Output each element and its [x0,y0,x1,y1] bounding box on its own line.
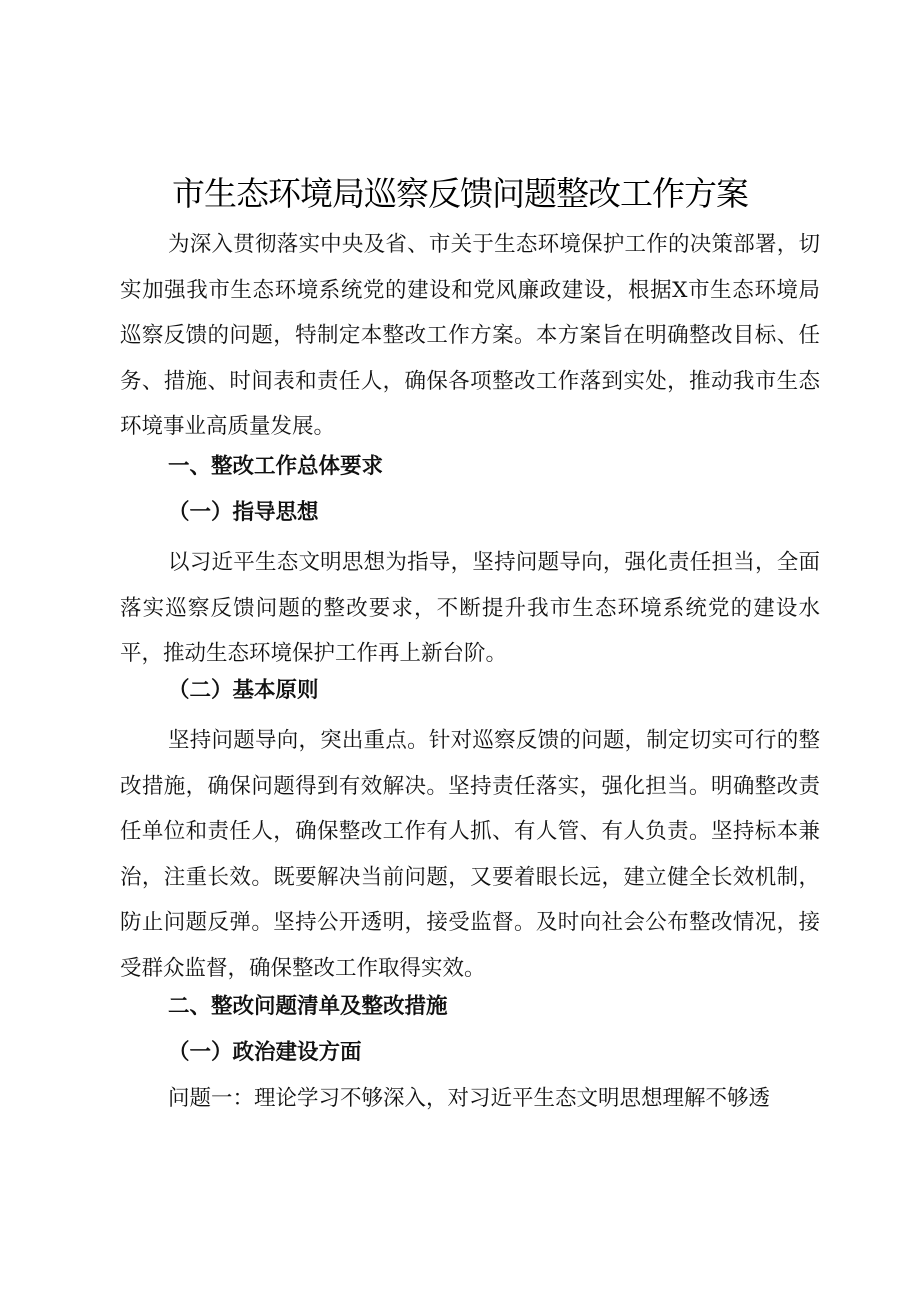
section-2-1-heading: （一）政治建设方面 [168,1040,362,1065]
intro-paragraph: 为深入贯彻落实中央及省、市关于生态环境保护工作的决策部署，切实加强我市生态环境系统党的建设和党风廉政建设，根据X市生态环境局巡察反馈的问题，特制定本整改工作方案。本方案旨在明确整改目标、任务、措施、时间表和责任人，确保各项整改工作落到实处，推动我市生态环境事业高质量发展。 [120,232,820,440]
document-title: 市生态环境局巡察反馈问题整改工作方案 [172,174,748,213]
section-2-heading: 二、整改问题清单及整改措施 [168,994,448,1019]
section-2-1-body: 问题一：理论学习不够深入，对习近平生态文明思想理解不够透 [168,1086,771,1111]
section-1-1-body: 以习近平生态文明思想为指导，坚持问题导向，强化责任担当，全面落实巡察反馈问题的整改要求，不断提升我市生态环境系统党的建设水平，推动生态环境保护工作再上新台阶。 [120,550,820,667]
section-1-heading: 一、整改工作总体要求 [168,454,384,479]
section-1-2-body: 坚持问题导向，突出重点。针对巡察反馈的问题，制定切实可行的整改措施，确保问题得到有效解决。坚持责任落实，强化担当。明确整改责任单位和责任人，确保整改工作有人抓、有人管、有人负责。坚持标本兼治，注重长效。既要解决当前问题，又要着眼长远，建立健全长效机制，防止问题反弹。坚持公开透明，接受监督。及时向社会公布整改情况，接受群众监督，确保整改工作取得实效。 [120,728,820,981]
section-1-1-heading: （一）指导思想 [168,500,319,525]
section-1-2-heading: （二）基本原则 [168,678,319,703]
